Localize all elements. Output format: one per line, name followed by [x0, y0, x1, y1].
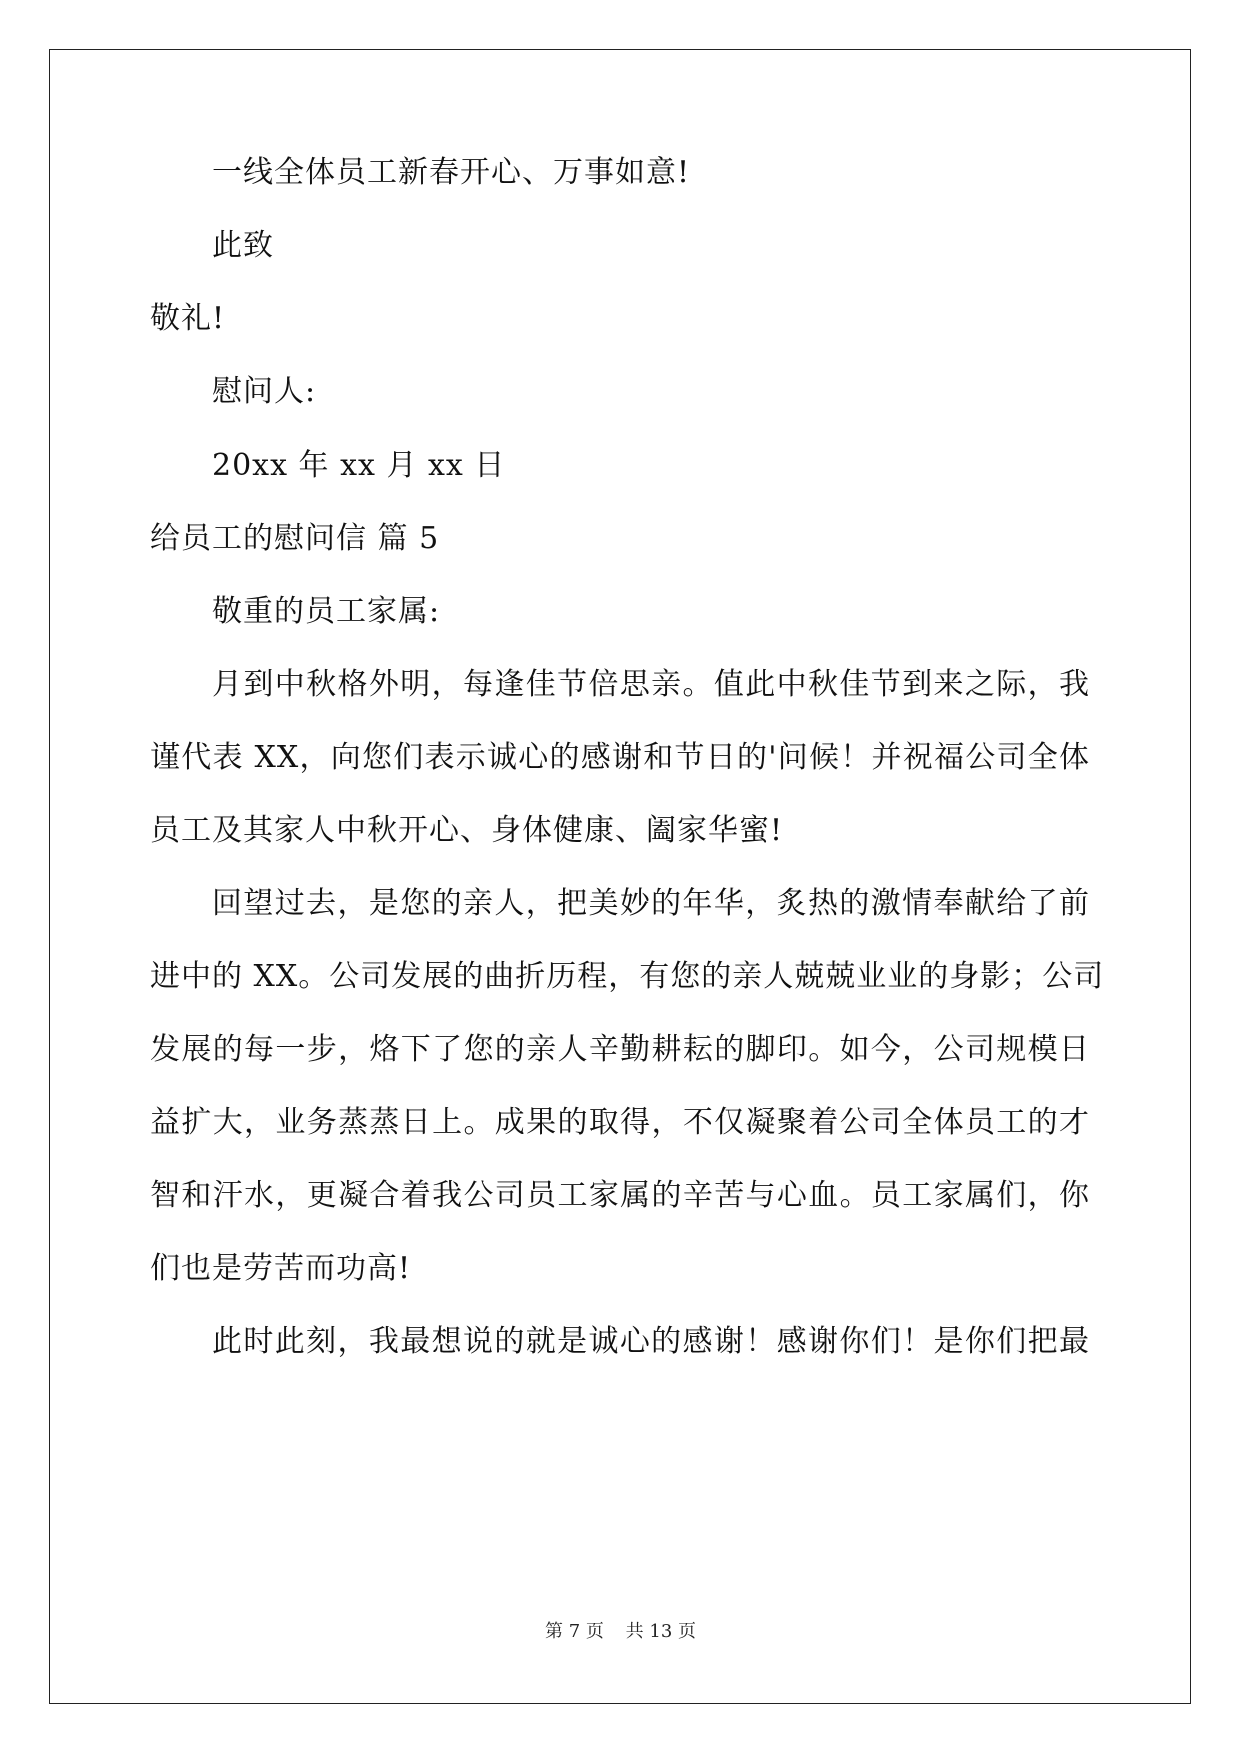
section-heading: 给员工的慰问信 篇 5: [150, 521, 440, 556]
paragraph-line: 发展的每一步，烙下了您的亲人辛勤耕耘的脚印。如今，公司规模日: [150, 1032, 1090, 1067]
paragraph-line: 此时此刻，我最想说的就是诚心的感谢！感谢你们！是你们把最: [212, 1324, 1090, 1359]
signatory-label: 慰问人:: [212, 374, 317, 409]
paragraph-line: 谨代表 XX，向您们表示诚心的感谢和节日的'问候！并祝福公司全体: [150, 740, 1090, 775]
paragraph-line: 进中的 XX。公司发展的曲折历程，有您的亲人兢兢业业的身影；公司: [150, 959, 1105, 994]
paragraph-line: 们也是劳苦而功高!: [150, 1251, 412, 1286]
paragraph-line: 益扩大，业务蒸蒸日上。成果的取得，不仅凝聚着公司全体员工的才: [150, 1105, 1090, 1140]
greeting-line: 敬重的员工家属:: [212, 594, 441, 629]
paragraph-line: 回望过去，是您的亲人，把美妙的年华，炙热的激情奉献给了前: [212, 886, 1090, 921]
page-footer: [0, 1620, 1241, 1644]
paragraph-line: 智和汗水，更凝合着我公司员工家属的辛苦与心血。员工家属们，你: [150, 1178, 1090, 1213]
closing-respect: 敬礼!: [150, 301, 226, 336]
closing-salutation: 此致: [212, 228, 274, 263]
date-line: 20xx 年 xx 月 xx 日: [212, 448, 506, 483]
paragraph-line: 月到中秋格外明，每逢佳节倍思亲。值此中秋佳节到来之际，我: [212, 667, 1090, 702]
text-line: 一线全体员工新春开心、万事如意!: [212, 155, 691, 190]
page-border: [49, 49, 1191, 1704]
page-number-current: 第 7 页: [545, 1621, 604, 1642]
paragraph-line: 员工及其家人中秋开心、身体健康、阖家华蜜!: [150, 813, 784, 848]
page-number-total: 共 13 页: [625, 1621, 696, 1642]
